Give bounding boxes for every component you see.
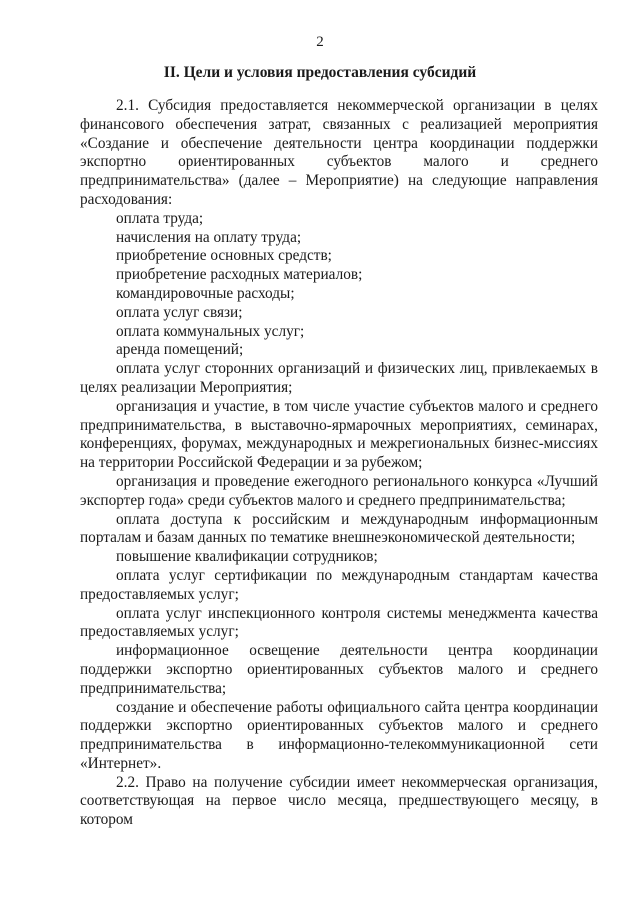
list-item: оплата услуг сертификации по международным стандартам качества предоставляемых услуг; [80,566,598,603]
list-item: организация и участие, в том числе участие субъектов малого и среднего предпринимательства, в выставочно-ярмарочных мероприятиях, семинарах, конференциях, форумах, международных и межрегиональных бизнес-миссиях на территории Российской Федерации и за рубежом; [80,397,598,472]
list-item: аренда помещений; [116,341,244,359]
list-item: начисления на оплату труда; [116,228,302,246]
section-title: II. Цели и условия предоставления субсидий [163,64,477,81]
page-number: 2 [316,34,324,50]
list-item: оплата труда; [116,209,204,227]
list-item: командировочные расходы; [116,284,295,302]
list-item: информационное освещение деятельности центра координации поддержки экспортно ориентированных субъектов малого и среднего предпринимательства; [80,642,598,697]
paragraph-2-2: 2.2. Право на получение субсидии имеет некоммерческая организация, соответствующая на первое число месяца, предшествующего месяцу, в котором [80,773,598,829]
expense-directions-list [80,210,598,774]
list-item: организация и проведение ежегодного регионального конкурса «Лучший экспортер года» среди субъектов малого и среднего предпринимательства; [80,472,598,509]
document-body [80,97,598,830]
list-item: оплата услуг связи; [116,303,243,321]
paragraph-2-1: 2.1. Субсидия предоставляется некоммерческой организации в целях финансового обеспечения затрат, связанных с реализацией мероприятия «Создание и обеспечение деятельности центра координации поддержки экспортно ориентированных субъектов малого и среднего предпринимательства» (далее – Мероприятие) на следующие направления расходования: [80,97,598,208]
list-item: оплата услуг инспекционного контроля системы менеджмента качества предоставляемых услуг; [80,604,598,641]
list-item: оплата услуг сторонних организаций и физических лиц, привлекаемых в целях реализации Мероприятия; [80,360,598,396]
list-item: оплата коммунальных услуг; [116,322,305,340]
list-item: приобретение расходных материалов; [116,266,363,284]
list-item: создание и обеспечение работы официального сайта центра координации поддержки экспортно ориентированных субъектов малого и среднего предпринимательства в информационно-телекоммуникационной сети «Интернет». [80,698,598,772]
list-item: оплата доступа к российским и международным информационным порталам и базам данных по тематике внешнеэкономической деятельности; [80,510,598,547]
list-item: приобретение основных средств; [116,247,332,265]
list-item: повышение квалификации сотрудников; [116,548,378,566]
